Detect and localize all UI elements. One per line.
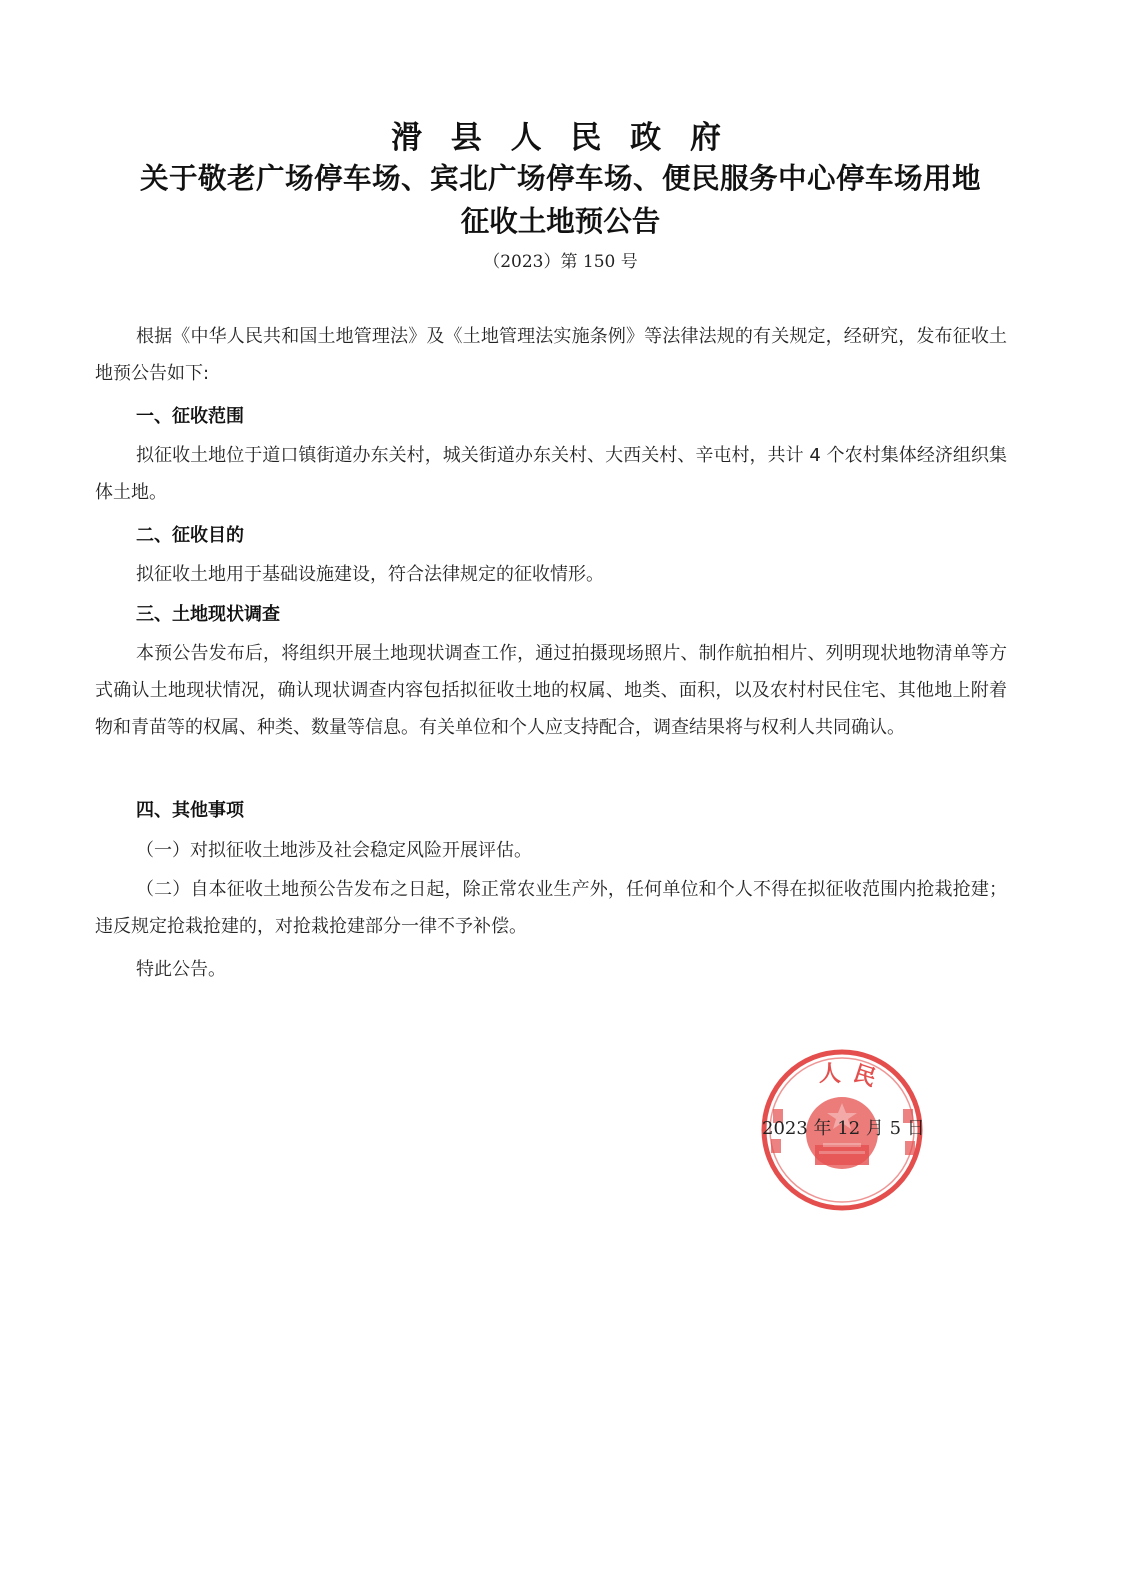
section-paragraph-other-2: （二）自本征收土地预公告发布之日起，除正常农业生产外，任何单位和个人不得在拟征收范围内抢栽抢建；违反规定抢栽抢建的，对抢栽抢建部分一律不予补偿。	[95, 879, 1007, 937]
notice-title-line-1: 关于敬老广场停车场、宾北广场停车场、便民服务中心停车场用地	[139, 161, 981, 195]
section-heading-scope: 一、征收范围	[136, 406, 244, 427]
signature-date: 2023 年 12 月 5 日	[762, 1118, 925, 1139]
intro-paragraph: 根据《中华人民共和国土地管理法》及《土地管理法实施条例》等法律法规的有关规定，经研究，发布征收土地预公告如下:	[95, 326, 1007, 384]
section-paragraph-purpose: 拟征收土地用于基础设施建设，符合法律规定的征收情形。	[136, 564, 604, 585]
notice-title-line-2: 征收土地预公告	[460, 204, 661, 238]
section-heading-purpose: 二、征收目的	[136, 525, 244, 546]
section-heading-survey: 三、土地现状调查	[136, 604, 280, 625]
document-number: （2023）第 150 号	[483, 252, 638, 272]
section-paragraph-other-1: （一）对拟征收土地涉及社会稳定风险开展评估。	[136, 840, 532, 861]
section-heading-other: 四、其他事项	[136, 800, 244, 821]
section-paragraph-survey: 本预公告发布后，将组织开展土地现状调查工作，通过拍摄现场照片、制作航拍相片、列明现状地物清单等方式确认土地现状情况，确认现状调查内容包括拟征收土地的权属、地类、面积，以及农村村民住宅、其他地上附着物和青苗等的权属、种类、数量等信息。有关单位和个人应支持配合，调查结果将与权利人共同确认。	[95, 643, 1007, 738]
seal-char-2: 民	[850, 1061, 879, 1092]
closing-statement: 特此公告。	[136, 959, 226, 980]
issuer-title: 滑 县 人 民 政 府	[391, 120, 730, 156]
seal-char-1: 人	[819, 1062, 842, 1087]
section-paragraph-scope: 拟征收土地位于道口镇街道办东关村，城关街道办东关村、大西关村、辛屯村，共计 4 个农村集体经济组织集体土地。	[95, 445, 1007, 503]
